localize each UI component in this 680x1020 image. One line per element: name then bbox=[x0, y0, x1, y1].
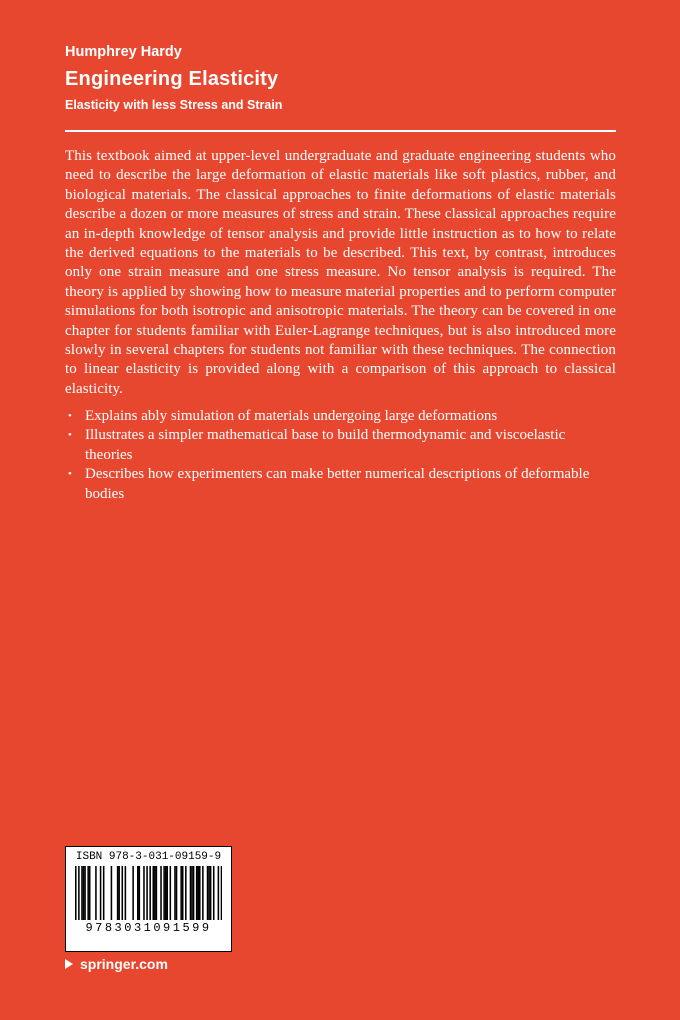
book-title: Engineering Elasticity bbox=[65, 68, 279, 90]
highlight-text: Explains ably simulation of materials undergoing large deformations bbox=[85, 408, 498, 424]
highlight-text: Describes how experimenters can make better numerical descriptions of deformable bodies bbox=[85, 466, 590, 502]
bullet-icon: • bbox=[68, 410, 72, 422]
isbn-label: ISBN 978-3-031-09159-9 bbox=[75, 851, 222, 863]
publisher-url: springer.com bbox=[80, 956, 168, 972]
book-description: This textbook aimed at upper-level undergraduate and graduate engineering students who need to describe the large deformation of elastic materials like soft plastics, rubber, and biological materials. The classical approaches to finite deformations of elastic materials describe a dozen or more measures of stress and strain. These classical approaches require an in-depth knowledge of tensor analysis and provide little instruction as to how to relate the derived equations to the materials to be described. This text, by contrast, introduces only one strain measure and one stress measure. No tensor analysis is required. The theory is applied by showing how to measure material properties and to perform computer simulations for both isotropic and anisotropic materials. The theory can be covered in one chapter for students familiar with Euler-Lagrange techniques, but is also introduced more slowly in several chapters for students not familiar with these techniques. The connection to linear elasticity is provided along with a comparison of this approach to classical elasticity. bbox=[65, 148, 616, 397]
list-item bbox=[66, 426, 611, 465]
bullet-icon: • bbox=[68, 429, 72, 442]
isbn-barcode-panel bbox=[65, 846, 232, 952]
list-item bbox=[66, 465, 611, 504]
divider-line bbox=[65, 130, 616, 132]
ean13-barcode bbox=[66, 866, 231, 920]
bullet-icon: • bbox=[68, 468, 72, 481]
highlight-text: Illustrates a simpler mathematical base to build thermodynamic and viscoelastic theories bbox=[85, 427, 566, 463]
cover-header bbox=[65, 44, 616, 112]
isbn-digits: 9783031091599 bbox=[85, 921, 212, 935]
book-subtitle: Elasticity with less Stress and Strain bbox=[65, 98, 283, 112]
list-item bbox=[66, 407, 611, 426]
highlights-list bbox=[66, 407, 611, 504]
publisher-footer bbox=[65, 956, 168, 972]
springer-arrow-icon bbox=[65, 959, 73, 969]
author-name: Humphrey Hardy bbox=[65, 44, 182, 60]
